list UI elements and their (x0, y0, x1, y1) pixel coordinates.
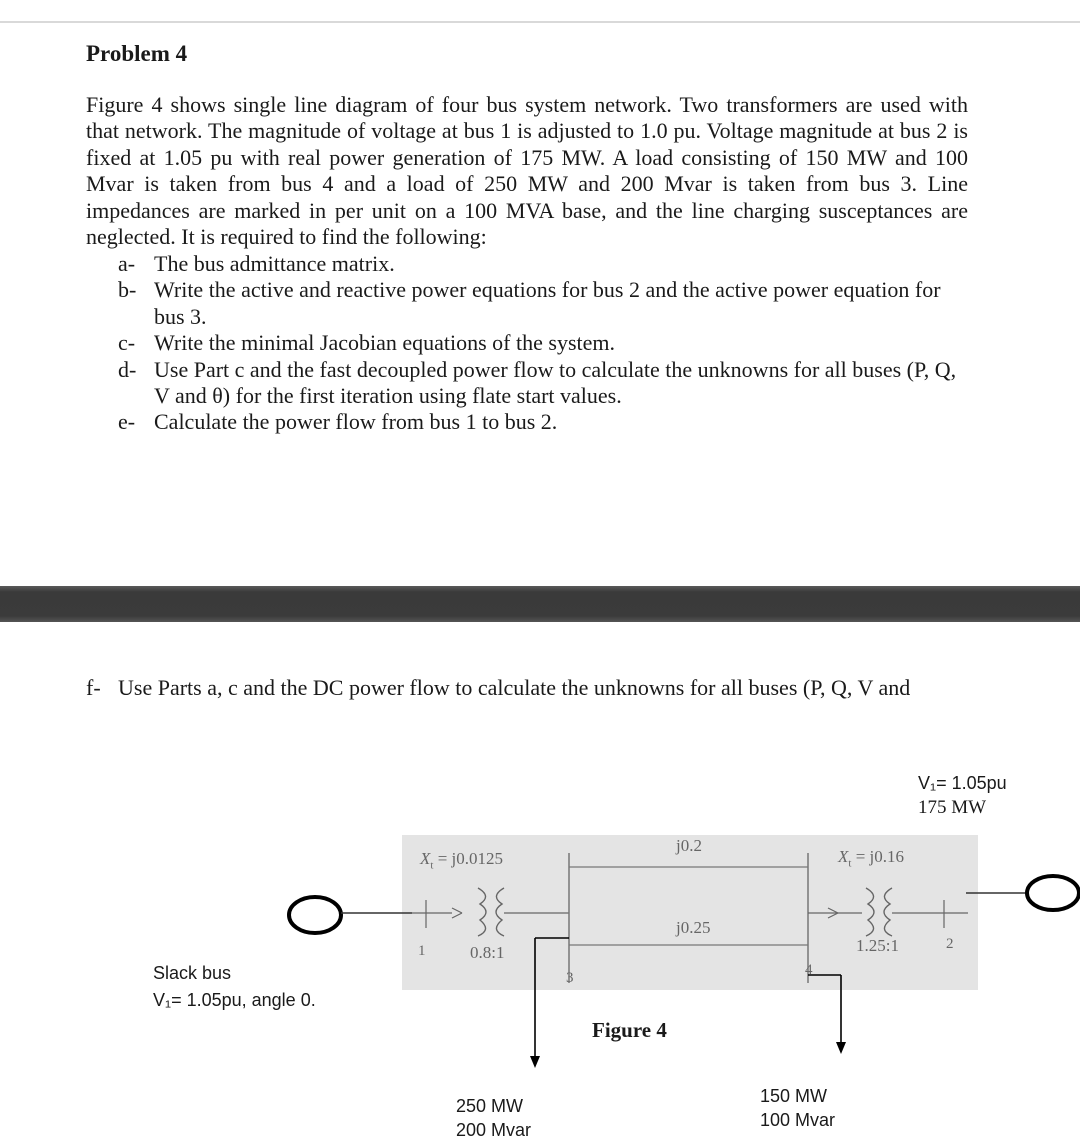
left-turns-ratio: 0.8:1 (470, 943, 505, 962)
bus1-number: 1 (418, 943, 426, 959)
slack-generator-icon (289, 897, 341, 933)
right-turns-ratio: 1.25:1 (856, 936, 899, 955)
task-item-d: d- Use Part c and the fast decoupled power flow to calculate the unknowns for all buses (P, Q, V and θ) for the first iteration using flate start values. (118, 356, 957, 409)
problem-title: Problem 4 (86, 41, 188, 66)
load3-reactive-power: 200 Mvar (456, 1120, 532, 1140)
load4-active-power: 150 MW (760, 1086, 828, 1106)
task-item-b: b- Write the active and reactive power equations for bus 2 and the active power equation for bus 3. (118, 277, 941, 329)
line-top-impedance: j0.2 (676, 836, 702, 855)
line-middle-impedance: j0.25 (676, 918, 711, 937)
intro-paragraph: Figure 4 shows single line diagram of four bus system network. Two transformers are used with that network. The magnitude of voltage at bus 1 is adjusted to 1.0 pu. Voltage magnitude at bus 2 is fixed at 1.05 pu with real power generation of 175 MW. A load consisting of 150 MW and 100 Mvar is taken from bus 4 and a load of 250 MW and 200 Mvar is taken from bus 3. Line impedances are marked in per unit on a 100 MVA base, and the line charging susceptances are neglected. It is required to find the following: (86, 92, 968, 250)
task-item-a: a- The bus admittance matrix. (118, 251, 395, 276)
bus2-number: 2 (946, 936, 954, 952)
task-item-f: f- Use Parts a, c and the DC power flow to calculate the unknowns for all buses (P, Q, V and (86, 675, 911, 700)
task-item-c: c- Write the minimal Jacobian equations of the system. (118, 330, 616, 356)
load4-reactive-power: 100 Mvar (760, 1110, 836, 1130)
page-separator-band (0, 586, 1080, 622)
task-item-e: e- Calculate the power flow from bus 1 to bus 2. (118, 409, 558, 435)
slack-bus-label: Slack bus (153, 963, 232, 983)
top-divider (0, 21, 1080, 23)
bus4-number: 4 (805, 962, 813, 978)
bus2-generator-icon (1027, 876, 1079, 910)
load3-active-power: 250 MW (456, 1096, 524, 1116)
load3-arrowhead (530, 1056, 540, 1068)
single-line-diagram (0, 740, 1080, 1141)
bus3-number: 3 (566, 970, 574, 986)
task-list (118, 251, 968, 436)
bus2-generation-label: 175 MW (918, 797, 987, 818)
xt-right-label: $X_t = j0.16$ (838, 847, 905, 870)
figure-caption: Figure 4 (592, 1018, 667, 1042)
xt-left-label: $X_t = j0.0125$ (420, 849, 504, 872)
load4-arrowhead (836, 1042, 846, 1054)
slack-voltage-label: V₁= 1.05pu, angle 0. (153, 990, 316, 1010)
bus2-voltage-label: V₁= 1.05pu (918, 773, 1007, 793)
